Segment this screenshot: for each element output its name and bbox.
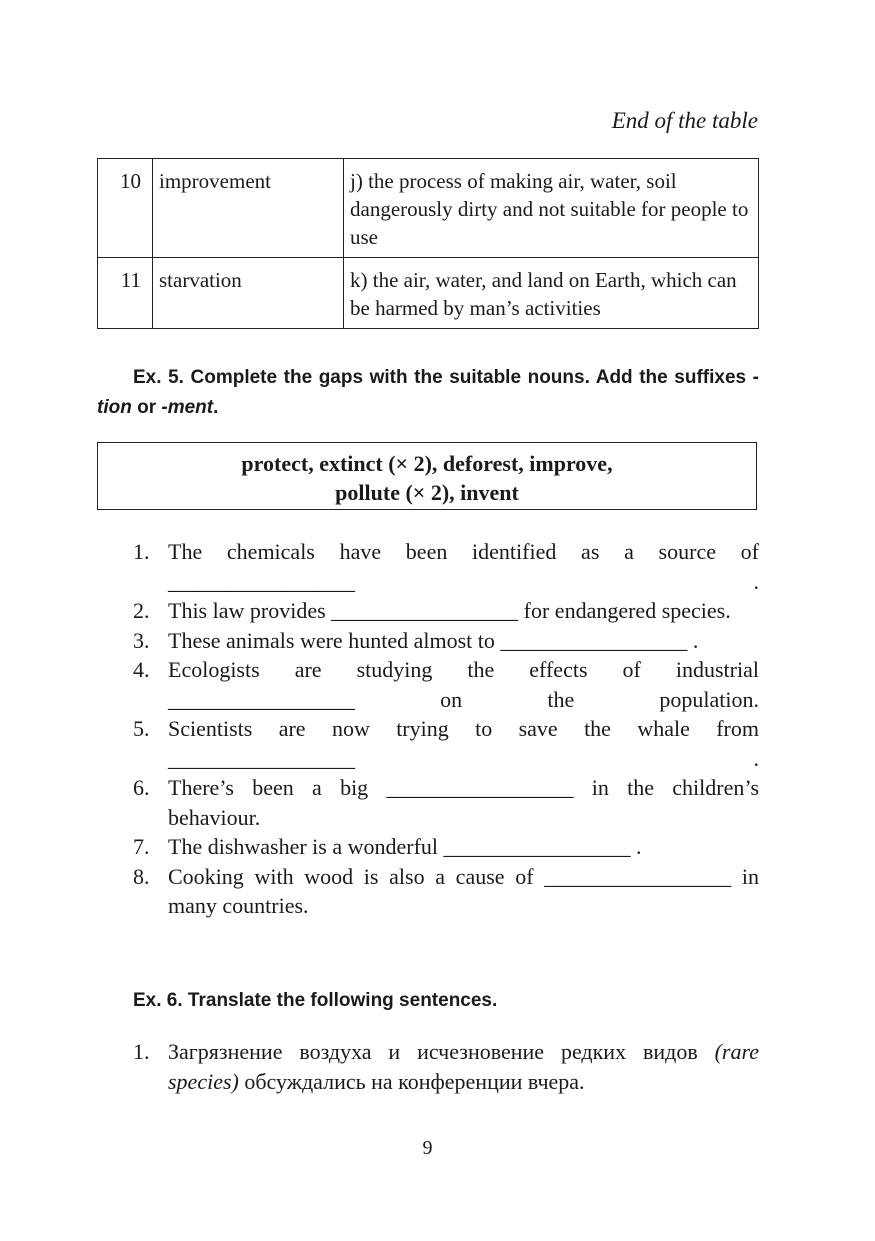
table-row xyxy=(98,258,759,329)
item-text: in the children’s behaviour. xyxy=(168,775,760,830)
table-caption: End of the table xyxy=(611,108,758,133)
answer-gap: _________________ xyxy=(168,745,355,771)
item-text: These animals were hunted almost to xyxy=(168,627,495,653)
exercise-6-list xyxy=(133,1037,759,1097)
item-number: 1. xyxy=(133,539,150,564)
row-number: 10 xyxy=(98,159,153,258)
item-text: There’s been a big xyxy=(168,775,369,800)
answer-gap: _________________ xyxy=(500,627,688,653)
list-item xyxy=(133,714,759,773)
answer-gap: _________________ xyxy=(168,686,355,712)
item-number: 2. xyxy=(133,598,150,623)
item-text: Scientists are now trying to save the whale from xyxy=(168,716,759,741)
suffix-ment: -ment xyxy=(161,397,214,418)
suffix-tion: -tion xyxy=(97,367,759,418)
word-bank-line: pollute (× 2), invent xyxy=(335,480,519,505)
item-text: обсуждались на конференции вчера. xyxy=(238,1069,585,1094)
exercise-5-list xyxy=(133,537,759,921)
item-number: 1. xyxy=(133,1039,150,1064)
row-word: improvement xyxy=(153,159,344,258)
item-number: 6. xyxy=(133,775,150,800)
item-gloss: (rare species) xyxy=(168,1039,759,1094)
table-row xyxy=(98,159,759,258)
list-item xyxy=(133,655,759,714)
exercise-6-heading: Ex. 6. Translate the following sentences. xyxy=(133,990,498,1011)
item-text: . xyxy=(630,834,642,859)
word-bank-line: protect, extinct (× 2), deforest, improve, xyxy=(241,451,613,476)
item-text: The chemicals have been identified as a source of xyxy=(168,539,759,564)
item-text: The dishwasher is a wonderful xyxy=(168,834,439,859)
vocabulary-table xyxy=(97,158,759,329)
page-number: 9 xyxy=(422,1137,433,1159)
answer-gap: _________________ xyxy=(331,598,519,623)
list-item xyxy=(133,1037,759,1097)
item-number: 7. xyxy=(133,834,150,859)
heading-text: Ex. 5. Complete the gaps with the suitable nouns. Add the suffixes xyxy=(133,367,753,388)
answer-gap: _________________ xyxy=(168,568,355,594)
list-item xyxy=(133,537,759,596)
row-word: starvation xyxy=(153,258,344,329)
word-bank-box xyxy=(97,442,757,510)
item-text: in many countries. xyxy=(168,863,759,918)
heading-text: . xyxy=(213,397,219,418)
list-item xyxy=(133,832,759,862)
item-text: . xyxy=(355,745,759,771)
list-item xyxy=(133,773,759,832)
item-number: 4. xyxy=(133,657,150,682)
row-definition: j) the process of making air, water, soil dangerously dirty and not suitable for people to use xyxy=(344,159,759,258)
list-item xyxy=(133,862,759,921)
list-item xyxy=(133,626,759,656)
item-number: 8. xyxy=(133,863,150,889)
item-number: 5. xyxy=(133,716,150,741)
row-number: 11 xyxy=(98,258,153,329)
item-text: This law provides xyxy=(168,598,326,623)
exercise-5-heading xyxy=(97,363,759,423)
list-item xyxy=(133,596,759,626)
item-text: . xyxy=(687,627,699,653)
answer-gap: _________________ xyxy=(544,863,732,889)
item-number: 3. xyxy=(133,627,150,653)
answer-gap: _________________ xyxy=(443,834,631,859)
item-text: for endangered species. xyxy=(523,598,731,623)
item-text: Ecologists are studying the effects of industrial xyxy=(168,657,759,682)
item-text: Cooking with wood is also a cause of xyxy=(168,863,534,889)
item-text: Загрязнение воздуха и исчезновение редких видов xyxy=(168,1039,715,1064)
answer-gap: _________________ xyxy=(386,775,574,800)
item-text: on the population. xyxy=(440,686,759,712)
item-text: . xyxy=(355,568,759,594)
heading-text: or xyxy=(131,397,162,418)
row-definition: k) the air, water, and land on Earth, which can be harmed by man’s activities xyxy=(344,258,759,329)
